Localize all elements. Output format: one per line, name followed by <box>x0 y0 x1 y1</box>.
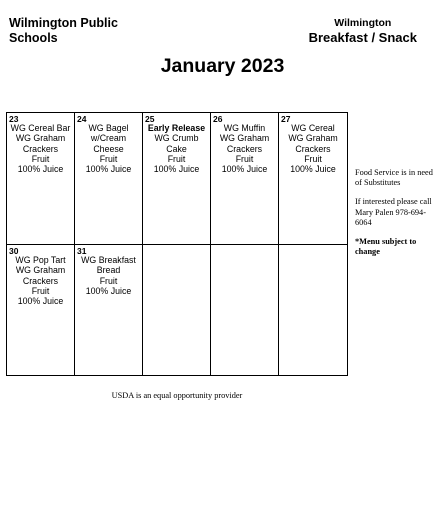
day-number: 26 <box>213 114 223 124</box>
menu-item: Crackers <box>226 143 263 154</box>
menu-items <box>211 123 278 174</box>
calendar-cell <box>75 113 143 245</box>
menu-item: WG Graham <box>219 133 270 144</box>
menu-item: WG Cereal <box>291 123 335 133</box>
menu-item: 100% Juice <box>290 164 336 175</box>
district-name-line2: Schools <box>9 31 58 45</box>
menu-item: WG Breakfast <box>81 255 136 265</box>
contact-note: If interested please call Mary Palen 978-694-6064 <box>355 197 432 227</box>
calendar-cell <box>143 113 211 245</box>
day-number: 24 <box>77 114 87 124</box>
menu-item: 100% Juice <box>17 296 64 307</box>
side-notes <box>355 168 440 266</box>
menu-calendar <box>6 112 348 376</box>
menu-item: WG Graham <box>15 265 66 276</box>
menu-item: WG Muffin <box>223 123 266 133</box>
menu-items <box>7 255 74 306</box>
menu-items <box>279 123 347 174</box>
menu-item: 100% Juice <box>85 164 132 175</box>
day-number: 23 <box>9 114 19 124</box>
menu-item: Fruit <box>304 153 322 164</box>
menu-item: Fruit <box>99 153 118 164</box>
district-name <box>9 16 118 46</box>
day-number: 31 <box>77 246 87 256</box>
calendar-cell <box>211 113 279 245</box>
day-number: 27 <box>281 114 291 124</box>
menu-location: Wilmington <box>334 17 392 29</box>
menu-item: WG Graham <box>288 133 338 144</box>
menu-item: Bread <box>96 265 121 276</box>
menu-items <box>7 123 74 174</box>
calendar-cell <box>279 113 347 245</box>
menu-items <box>75 255 142 296</box>
menu-items <box>143 123 210 174</box>
menu-item: Fruit <box>31 153 50 164</box>
menu-item: 100% Juice <box>153 164 200 175</box>
menu-item: Fruit <box>167 153 186 164</box>
menu-item: Fruit <box>31 285 50 296</box>
substitutes-note: Food Service is in need of Substitutes <box>355 168 433 188</box>
calendar-cell-empty <box>211 245 279 375</box>
menu-type-heading <box>309 17 417 46</box>
menu-item: WG Pop Tart <box>15 255 66 265</box>
calendar-cell <box>75 245 143 375</box>
menu-item: 100% Juice <box>85 285 132 296</box>
menu-item: WG Cereal Bar <box>10 123 71 133</box>
menu-item: Fruit <box>235 153 254 164</box>
menu-disclaimer: *Menu subject to change <box>355 237 417 257</box>
calendar-cell <box>7 113 75 245</box>
menu-item: Cheese <box>93 143 124 154</box>
early-release-note: Early Release <box>147 123 206 133</box>
menu-item: 100% Juice <box>17 164 64 175</box>
menu-item: 100% Juice <box>221 164 268 175</box>
menu-item: Fruit <box>99 275 118 286</box>
menu-item: Crackers <box>22 275 59 286</box>
day-number: 25 <box>145 114 155 124</box>
usda-statement: USDA is an equal opportunity provider <box>111 391 243 400</box>
day-number: 30 <box>9 246 19 256</box>
menu-type: Breakfast / Snack <box>308 30 417 45</box>
menu-item: w/Cream <box>90 133 127 144</box>
calendar-cell-empty <box>143 245 211 375</box>
menu-item: Crackers <box>295 143 331 154</box>
calendar-cell-empty <box>279 245 347 375</box>
menu-item: WG Bagel <box>88 123 129 133</box>
calendar-cell <box>7 245 75 375</box>
month-title: January 2023 <box>160 55 285 77</box>
menu-items <box>75 123 142 174</box>
district-name-line1: Wilmington Public <box>9 16 118 30</box>
menu-item: WG Crumb <box>154 133 199 144</box>
menu-item: Cake <box>166 143 187 154</box>
menu-item: WG Graham <box>15 133 66 144</box>
menu-item: Crackers <box>22 143 59 154</box>
